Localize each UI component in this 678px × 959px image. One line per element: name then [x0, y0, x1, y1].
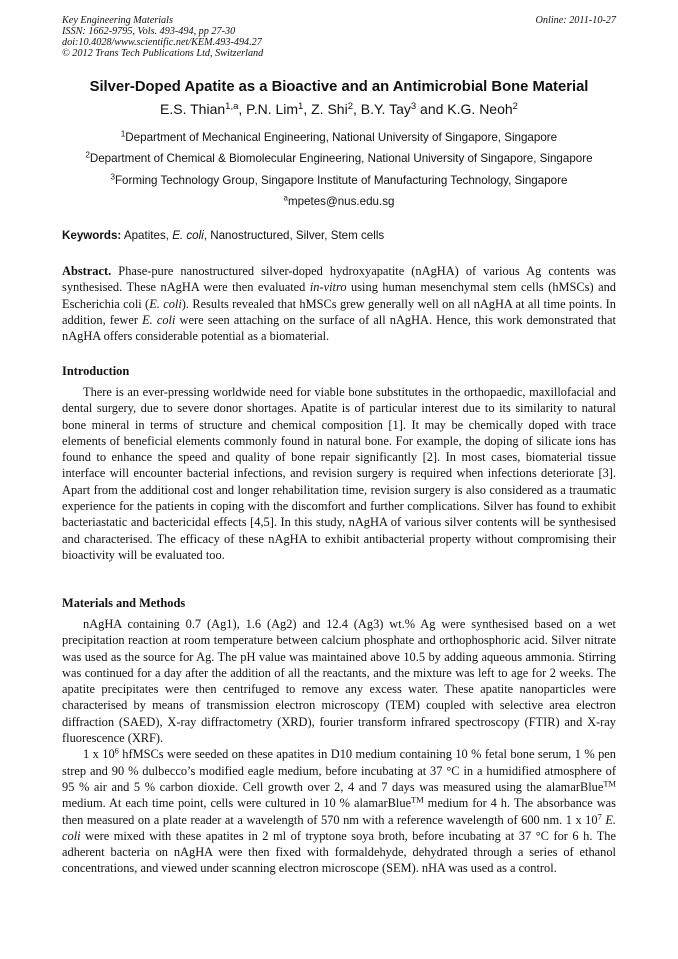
keywords-label: Keywords:: [62, 229, 122, 242]
keywords: Keywords: Apatites, E. coli, Nanostructured, Silver, Stem cells: [62, 229, 385, 242]
methods-text: [62, 616, 616, 877]
author: P.N. Lim$^1$,: [246, 100, 312, 117]
abstract-label: Abstract.: [62, 264, 112, 278]
intro-text: There is an ever-pressing worldwide need for viable bone substitutes in the orthopaedic, maxillofacial and dental surgery, due to severe donor shortages. Apatite is of particular interest due to its similarity to natural bone mineral in terms of structure and chemical composition [1]. It may be chemically doped with trace elements of beneficial elements commonly found in natural bone. For example, the doping of silicate ions has found to enhance the speed and quality of bone repair significantly [2]. In most cases, biomaterial tissue interface will encounter bacterial infections, and revision surgery is required when infections deteriorate [3]. Apart from the additional cost and longer rehabilitation time, revision surgery is also considered as a traumatic experience for the patients in coping with the discomfort and further complications. Silver has found to exhibit bacteriastatic and bactericidal effects [4,5]. In this study, nAgHA of various silver contents will be synthesised and characterised. The efficacy of these nAgHA to exhibit antibacterial property without compromising their bioactivity will be evaluated too.: [62, 385, 616, 562]
methods-paragraph-1: nAgHA containing 0.7 (Ag1), 1.6 (Ag2) and 12.4 (Ag3) wt.% Ag were synthesised based on a wet precipitation reaction at room temperature between calcium phosphate and orthophosphoric acid. Silver nitrate was used as the source for Ag. The pH value was maintained above 10.5 by adding aqueous ammonia. Stirring was continued for a day after the addition of all the reactants, and the mixture was left to age for 2 weeks. The apatite precipitates were then centrifuged to remove any excess water. These apatite nanoparticles were characterised by means of transmission electron microscopy (TEM) coupled with selective area electron diffraction (SAED), X-ray diffractometry (XRD), fourier transform infrared spectroscopy (FTIR) and X-ray fluorescence (XRF).: [62, 617, 616, 746]
online-date: Online: 2011-10-27: [535, 15, 616, 26]
author: E.S. Thian$^{1,a}$,: [160, 100, 247, 117]
methods-heading: Materials and Methods: [62, 596, 186, 610]
intro-heading: Introduction: [62, 364, 130, 378]
doi-line: doi:10.4028/www.scientific.net/KEM.493-494.27: [62, 37, 262, 48]
author: K.G. Neoh$^2$: [447, 100, 518, 117]
affiliation-3: $^3$Forming Technology Group, Singapore Institute of Manufacturing Technology, Singapore: [110, 172, 568, 187]
author-list: [62, 101, 616, 117]
affiliation-2: $^2$Department of Chemical & Biomolecular Engineering, National University of Singapore, Singapore: [85, 150, 593, 165]
affiliation-1: $^1$Department of Mechanical Engineering, National University of Singapore, Singapore: [120, 129, 558, 144]
methods-paragraph-2: 1 x $10^6$ hfMSCs were seeded on these apatites in D10 medium containing 10 % fetal bone serum, 1 % pen strep and 90 % dulbecco’s modified eagle medium, before incubating at 37 °C in a humidified atmosphere of 95 % air and 5 % carbon dioxide. Cell growth over 2, 4 and 7 days was measured using the alamarBlue™ medium. At each time point, cells were cultured in 10 % alamarBlue™ medium for 4 h. The absorbance was then measured on a plate reader at a wavelength of 570 nm with a reference wavelength of 600 nm. 1 x $10^7$ E. coli were mixed with these apatites in 2 ml of tryptone soya broth, before incubating at 37 °C for 6 h. The adherent bacteria on nAgHA were then fixed with formaldehyde, dehydrated through a series of ethanol concentrations, and viewed under scanning electron microscope (SEM). nHA was used as a control.: [62, 745, 617, 876]
paper-title: Silver-Doped Apatite as a Bioactive and an Antimicrobial Bone Material: [89, 79, 589, 95]
copyright-line: © 2012 Trans Tech Publications Ltd, Switzerland: [62, 48, 264, 59]
journal-header: [62, 15, 616, 59]
author-email[interactable]: $^a$mpetes@nus.edu.sg: [283, 193, 395, 208]
author: B.Y. Tay$^3$ and: [360, 100, 448, 117]
abstract: Abstract. Phase-pure nanostructured silver-doped hydroxyapatite (nAgHA) of various Ag contents was synthesised. These nAgHA were then evaluated in-vitro using human mesenchymal stem cells (hMSCs) and Escherichia coli (E. coli). Results revealed that hMSCs grew generally well on all nAgHA at all time points. In addition, fewer E. coli were seen attaching on the surface of all nAgHA. Hence, this work demonstrated that nAgHA offers considerable potential as a biomaterial.: [62, 264, 616, 344]
author: Z. Shi$^2$,: [311, 100, 361, 117]
issn-line: ISSN: 1662-9795, Vols. 493-494, pp 27-30: [62, 26, 236, 37]
journal-name: Key Engineering Materials: [62, 15, 173, 26]
